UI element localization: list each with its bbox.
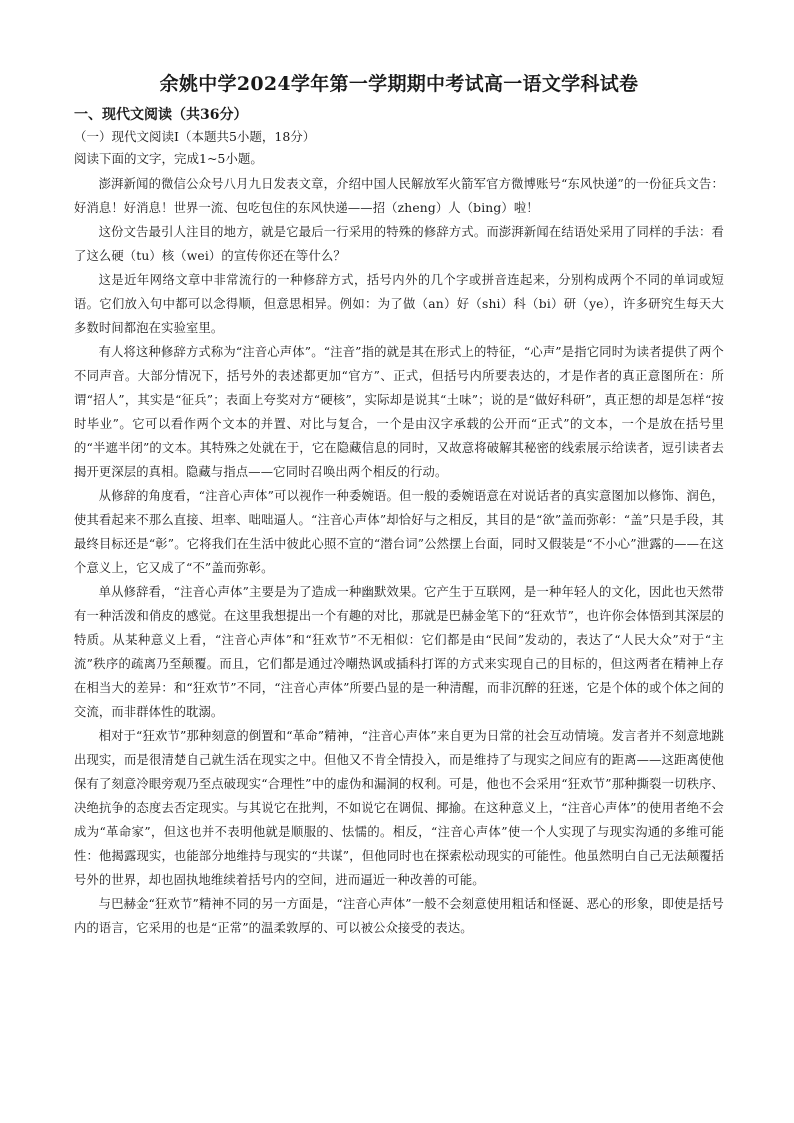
passage-paragraph: 澎湃新闻的微信公众号八月九日发表文章，介绍中国人民解放军火箭军官方微博账号“东风快递”的一份征兵文告：好消息！好消息！世界一流、包吃包住的东风快递——招（zheng）人（bing）啦！ bbox=[74, 177, 724, 215]
exam-page bbox=[74, 70, 724, 940]
passage-paragraph: 相对于“狂欢节”那种刻意的倒置和“革命”精神，“注音心声体”来自更为日常的社会互动情境。发言者并不刻意地跳出现实，而是很清楚自己就生活在现实之中。但他又不肯全情投入，而是维持了与现实之间应有的距离——这距离使他保有了刻意冷眼旁观乃至点破现实“合理性”中的虚伪和漏洞的权利。可是，他也不会采用“狂欢节”那种撕裂一切秩序、决绝抗争的态度去否定现实。与其说它在批判，不如说它在调侃、揶揄。在这种意义上，“注音心声体”的使用者绝不会成为“革命家”，但这也并不表明他就是顺服的、怯懦的。相反，“注音心声体”使一个人实现了与现实沟通的多维可能性：他揭露现实，也能部分地维持与现实的“共谋”，但他同时也在探索松动现实的可能性。他虽然明白自己无法颠覆括号外的世界，却也固执地维续着括号内的空间，进而逼近一种改善的可能。 bbox=[74, 729, 724, 887]
exam-title: 余姚中学2024学年第一学期期中考试高一语文学科试卷 bbox=[159, 73, 639, 95]
passage-paragraph: 这是近年网络文章中非常流行的一种修辞方式，括号内外的几个字或拼音连起来，分别构成两个不同的单词或短语。它们放入句中都可以念得顺，但意思相异。例如：为了做（an）好（shi）科（bi）研（ye），许多研究生每天大多数时间都泡在实验室里。 bbox=[74, 273, 724, 335]
passage-paragraph: 从修辞的角度看，“注音心声体”可以视作一种委婉语。但一般的委婉语意在对说话者的真实意图加以修饰、润色，使其看起来不那么直接、坦率、咄咄逼人。“注音心声体”却恰好与之相反，其目的是“欲”盖而弥彰：“盖”只是手段，其最终目标还是“彰”。它将我们在生活中彼此心照不宣的“潜台词”公然摆上台面，同时又假装是“不小心”泄露的——在这个意义上，它又成了“不”盖而弥彰。 bbox=[74, 489, 724, 575]
passage-paragraph: 有人将这种修辞方式称为“注音心声体”。“注音”指的就是其在形式上的特征，“心声”是指它同时为读者提供了两个不同声音。大部分情况下，括号外的表述都更加“官方”、正式，但括号内所要表达的，才是作者的真正意图所在：所谓“招人”，其实是“征兵”；表面上夸奖对方“硬核”，实际却是说其“土味”；说的是“做好科研”，真正想的却是怎样“按时毕业”。它可以看作两个文本的并置、对比与复合，一个是由汉字承载的公开而“正式”的文本，一个是放在括号里的“半遮半闭”的文本。其特殊之处就在于，它在隐藏信息的同时，又故意将破解其秘密的线索展示给读者，逗引读者去揭开更深层的真相。隐藏与指点——它同时召唤出两个相反的行动。 bbox=[74, 345, 724, 479]
passage-paragraph: 单从修辞看，“注音心声体”主要是为了造成一种幽默效果。它产生于互联网，是一种年轻人的文化，因此也天然带有一种活泼和俏皮的感觉。在这里我想提出一个有趣的对比，那就是巴赫金笔下的“狂欢节”，也许你会体悟到其深层的特质。从某种意义上看，“注音心声体”和“狂欢节”不无相似：它们都是由“民间”发动的，表达了“人民大众”对于“主流”秩序的疏离乃至颠覆。而且，它们都是通过冷嘲热讽或插科打诨的方式来实现自己的目标的，但这两者在精神上存在相当大的差异：和“狂欢节”不同，“注音心声体”所要凸显的是一种清醒，而非沉醉的狂迷，它是个体的或个体之间的交流，而非群体性的耽溺。 bbox=[74, 585, 724, 719]
subsection-heading: （一）现代文阅读Ⅰ（本题共5小题，18分） bbox=[74, 129, 316, 144]
passage-paragraph: 与巴赫金“狂欢节”精神不同的另一方面是，“注音心声体”一般不会刻意使用粗话和怪诞、恶心的形象，即使是括号内的语言，它采用的也是“正常”的温柔敦厚的、可以被公众接受的表达。 bbox=[74, 897, 724, 935]
passage-paragraph: 这份文告最引人注目的地方，就是它最后一行采用的特殊的修辞方式。而澎湃新闻在结语处采用了同样的手法：看了这么硬（tu）核（wei）的宣传你还在等什么？ bbox=[74, 225, 724, 263]
reading-passage bbox=[74, 172, 724, 940]
reading-instruction: 阅读下面的文字，完成1~5小题。 bbox=[74, 151, 263, 166]
section-heading: 一、现代文阅读（共36分） bbox=[74, 107, 248, 123]
